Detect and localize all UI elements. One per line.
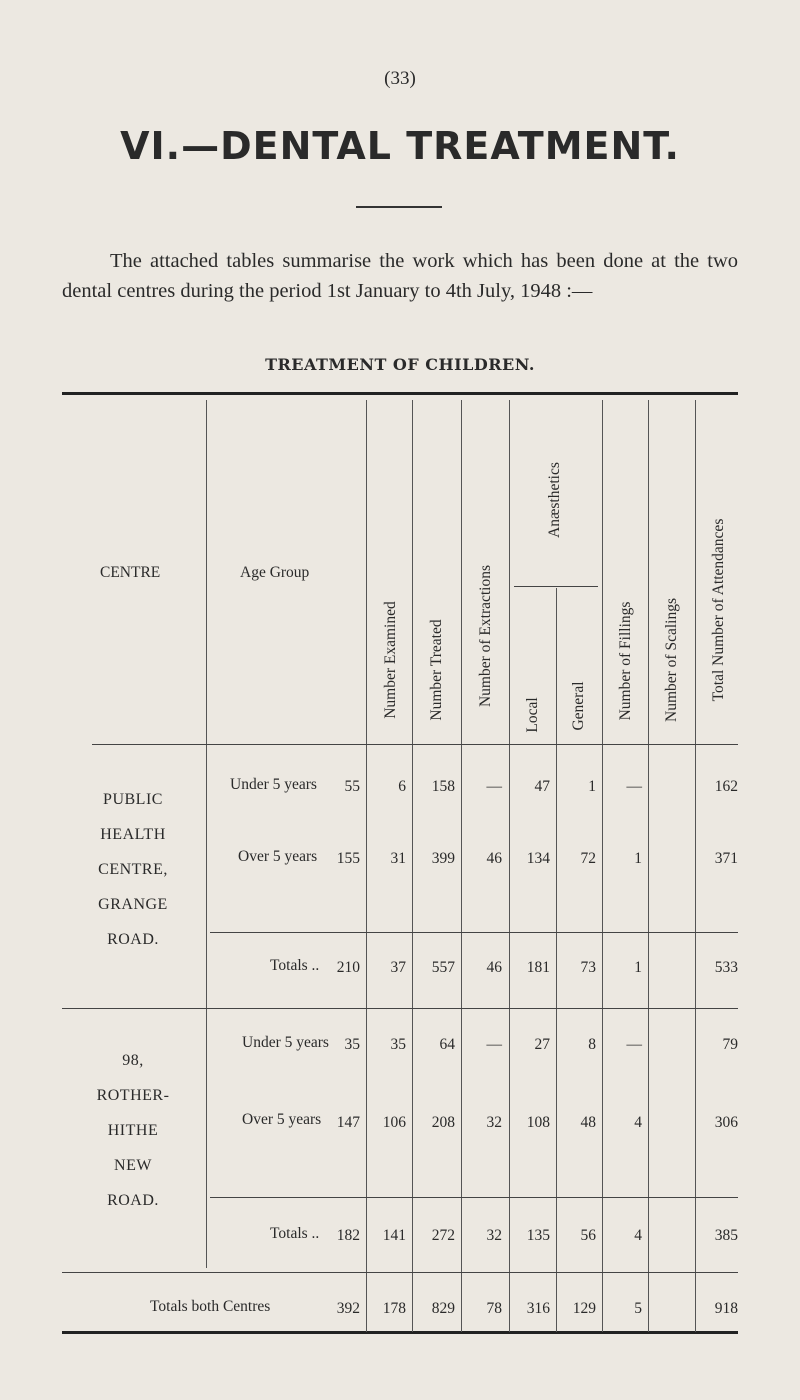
section-title: VI.—DENTAL TREATMENT. — [120, 124, 680, 168]
centre-name-rotherhithe-new-road: 98, ROTHER- HITHE NEW ROAD. — [96, 1052, 170, 1209]
age-group-label: Over 5 years — [238, 848, 318, 865]
header-general: General — [570, 681, 587, 731]
intro-paragraph: The attached tables summarise the work which has been done at the two dental centres during the period 1st January to 4th July, 1948 :— — [62, 250, 738, 302]
header-bottom-rule — [92, 744, 738, 745]
col-sep — [695, 400, 696, 1332]
grand-total-rule — [62, 1272, 738, 1273]
age-group-label: Under 5 years — [242, 1034, 329, 1051]
treatment-table: CENTRE Age Group Number Examined Number Treated Number of Extractions Anæsthetics Local General Number of Fillings Number of Scalings Total Number of Attendances PUBLIC HEALTH CENTRE, GRANGE ROAD. Under 5 years Over 5 years Totals .. 55 6 158 — 47 1 — 162 155 31 399 46 134 72 1 371 210 37 557 46 181 73 1 533 98, ROTHER- HITHE NEW ROAD. Under 5 years Over 5 years Totals .. 35 35 64 — 27 8 — 79 147 106 208 32 108 48 4 306 182 141 272 32 135 56 4 385 Totals both Centres 392 178 829 78 316 129 5 918 — [0, 0, 800, 1400]
header-extractions: Number of Extractions — [477, 564, 494, 708]
header-attendances: Total Number of Attendances — [710, 518, 727, 702]
centre-name-grange-road: PUBLIC HEALTH CENTRE, GRANGE ROAD. — [98, 791, 168, 948]
header-examined: Number Examined — [382, 601, 399, 719]
age-group-label: Under 5 years — [230, 776, 317, 793]
header-age-group: Age Group — [240, 564, 310, 581]
table-bottom-rule — [62, 1331, 738, 1334]
totals-rule — [210, 932, 738, 933]
grand-total-label: Totals both Centres — [150, 1298, 271, 1315]
col-sep — [412, 400, 413, 1332]
totals-rule — [210, 1197, 738, 1198]
centre-separator-rule — [62, 1008, 738, 1009]
totals-label: Totals .. — [270, 1225, 320, 1242]
col-sep — [648, 400, 649, 1332]
header-fillings: Number of Fillings — [617, 601, 634, 721]
header-centre: CENTRE — [100, 564, 161, 581]
col-sep — [206, 400, 207, 1268]
header-local: Local — [524, 697, 541, 733]
anaesthetics-subrule — [514, 586, 598, 587]
header-treated: Number Treated — [428, 619, 445, 721]
header-scalings: Number of Scalings — [663, 598, 680, 722]
age-group-label: Over 5 years — [242, 1111, 322, 1128]
header-anaesthetics: Anæsthetics — [546, 462, 563, 538]
table-top-rule — [62, 392, 738, 395]
table-title: TREATMENT OF CHILDREN. — [265, 355, 535, 374]
page-number: (33) — [384, 68, 416, 89]
totals-label: Totals .. — [270, 957, 320, 974]
